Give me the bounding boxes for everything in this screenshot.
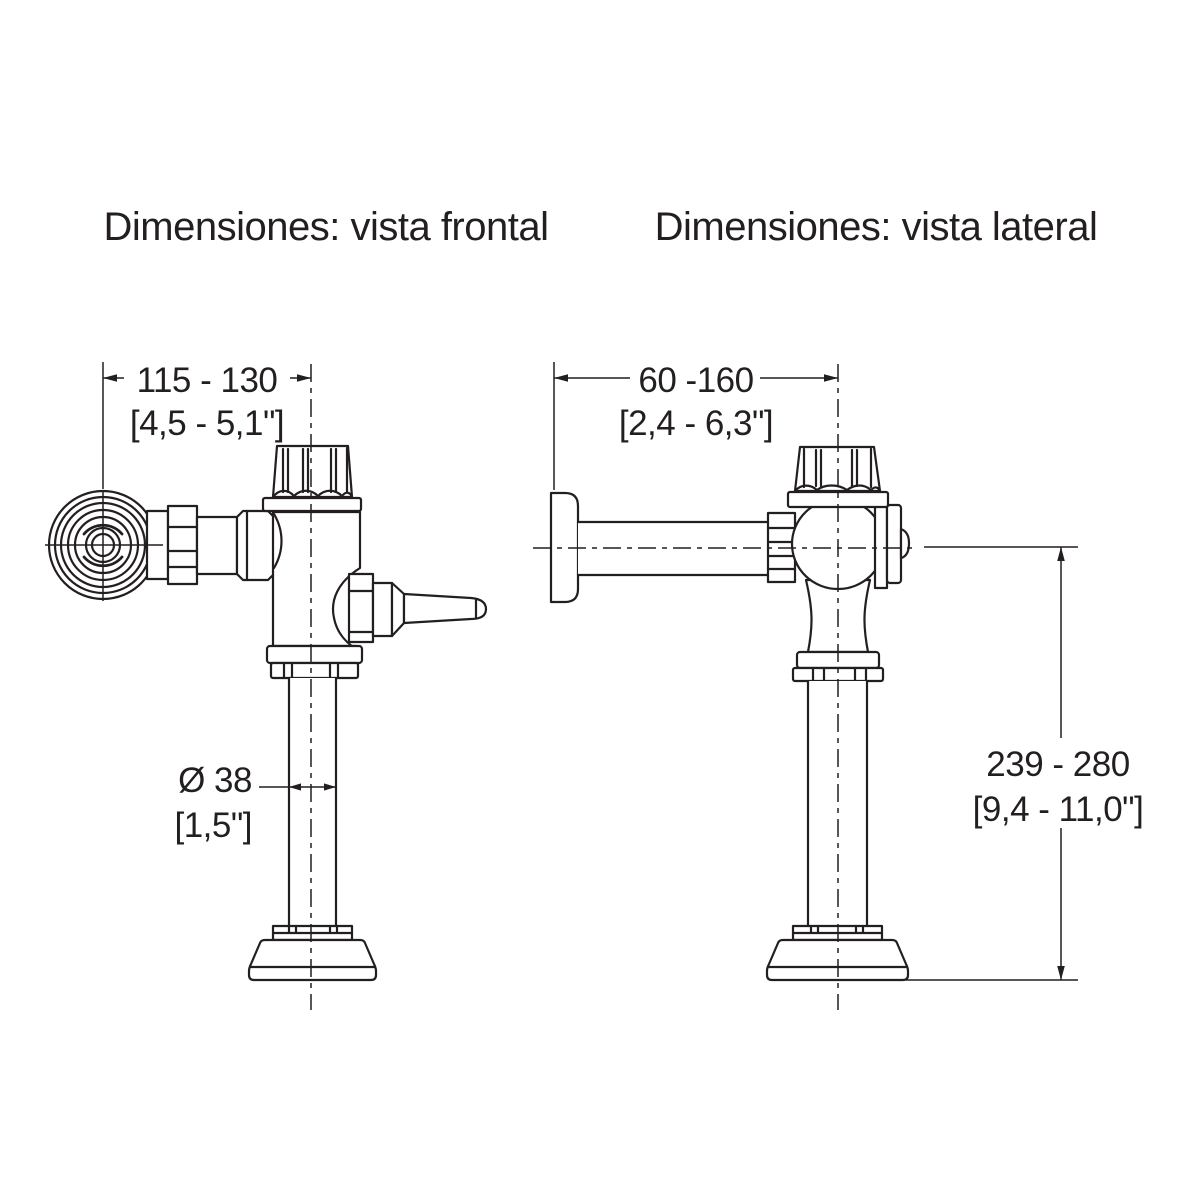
dim-pipe-diameter-mm: Ø 38 — [178, 761, 252, 800]
inlet-tailpiece — [237, 511, 274, 580]
dim-side-depth-inches: [2,4 - 6,3"] — [618, 404, 774, 443]
dim-side-height-mm: 239 - 280 — [986, 745, 1130, 784]
dim-pipe-diameter-inches: [1,5"] — [174, 806, 252, 845]
side-view-title: Dimensiones: vista lateral — [654, 205, 1098, 249]
dim-side-height-inches: [9,4 - 11,0"] — [972, 790, 1144, 829]
vacuum-breaker-cap — [263, 446, 361, 511]
dim-front-width-inches: [4,5 - 5,1"] — [129, 404, 285, 443]
outlet-coupling — [267, 646, 362, 678]
spud-escutcheon — [249, 940, 376, 980]
spud-coupling — [273, 926, 352, 940]
dim-front-width-mm: 115 - 130 — [136, 361, 278, 400]
handle-socket — [373, 583, 392, 636]
front-view-title: Dimensiones: vista frontal — [103, 205, 549, 249]
downtube — [289, 678, 336, 926]
cap-flange — [263, 498, 361, 511]
dim-side-depth-mm: 60 -160 — [638, 361, 754, 400]
handle-lever — [404, 594, 486, 623]
inlet-tube — [197, 517, 237, 574]
control-stop-coupling-nut — [168, 506, 197, 584]
